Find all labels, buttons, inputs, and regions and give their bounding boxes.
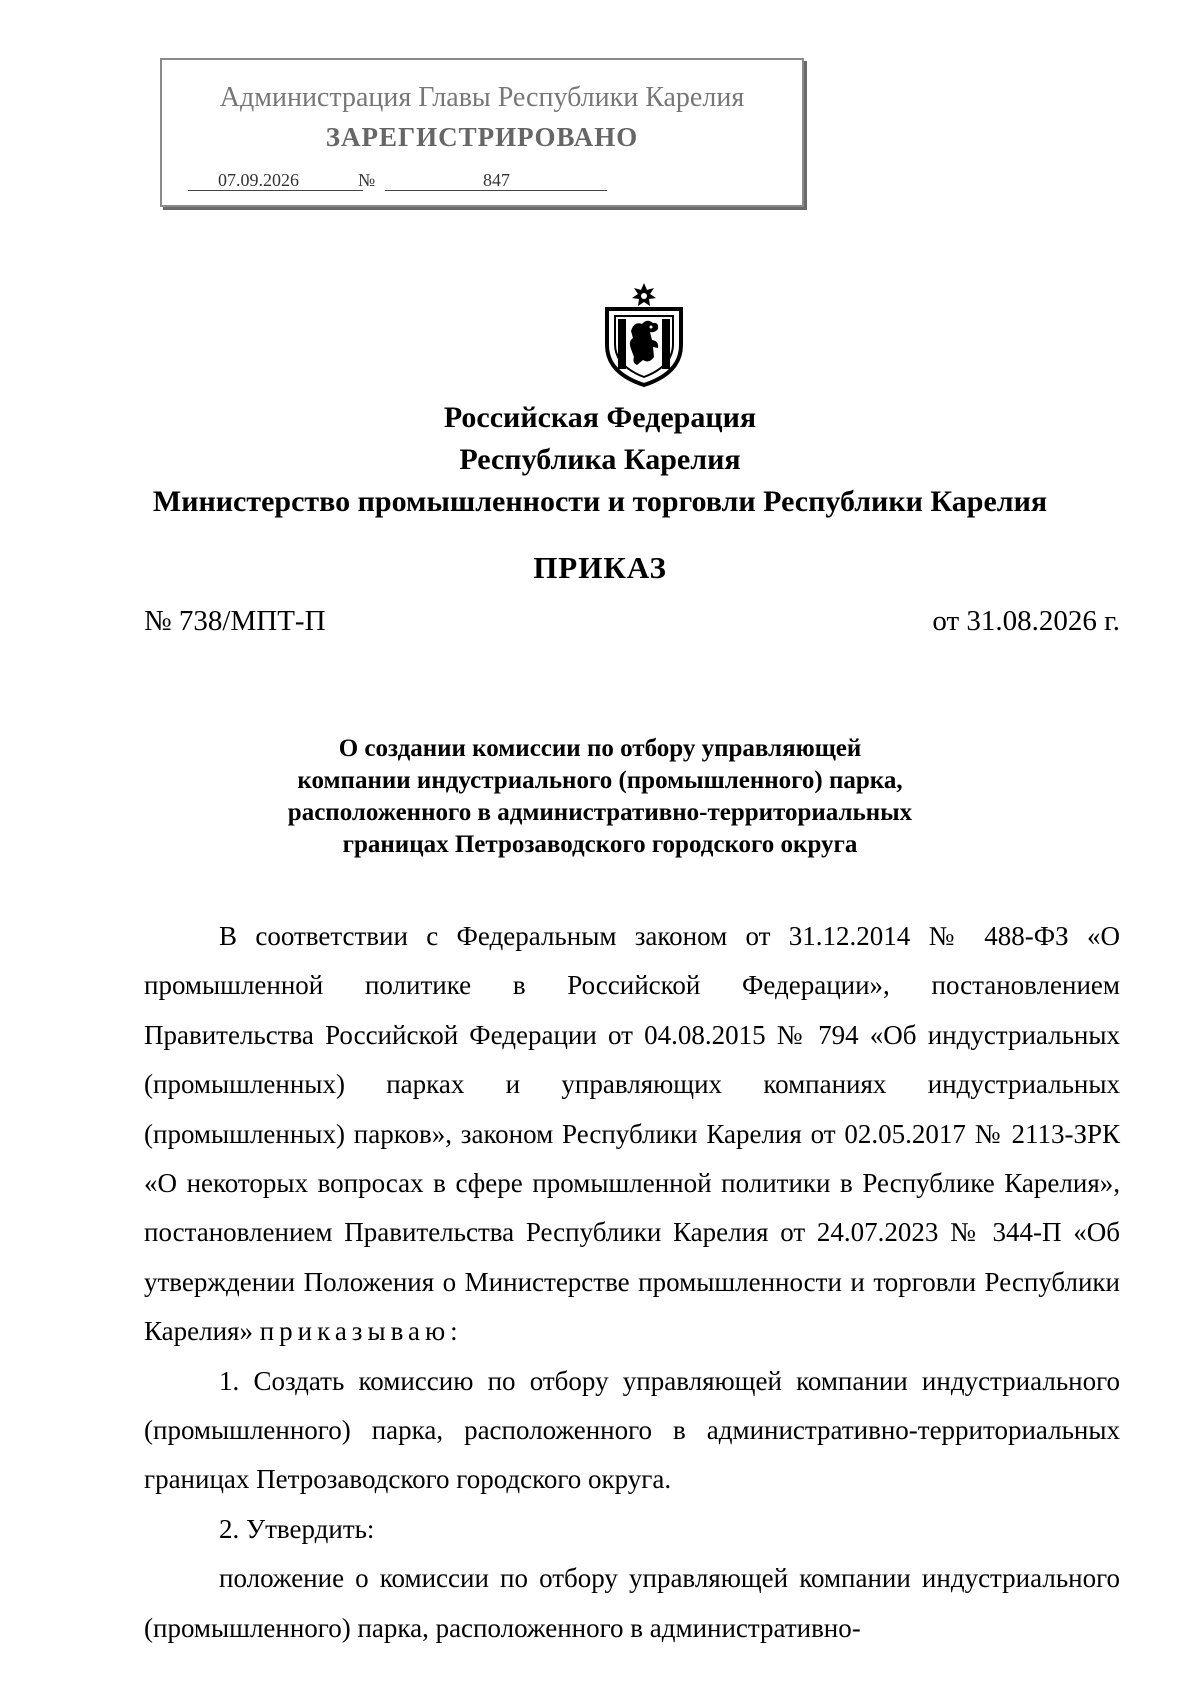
republic-heading: Республика Карелия (459, 443, 741, 476)
order-title: ПРИКАЗ (533, 550, 667, 585)
order-date: от 31.08.2026 г. (932, 605, 1120, 637)
subject-line: расположенного в административно-территориальных (287, 799, 913, 826)
coat-of-arms-emblem (601, 283, 687, 387)
stamp-organization: Администрация Главы Республики Карелия (219, 82, 745, 113)
order-subject (0, 733, 1200, 861)
ministry-heading: Министерство промышленности и торговли Республики Карелия (152, 485, 1048, 518)
order-body (144, 912, 1120, 1653)
preamble-text: В соответствии с Федеральным законом от 31.12.2014 № 488-ФЗ «О промышленной политике в Российской Федерации», постановлением Правительства Российской Федерации от 04.08.2015 № 794 «Об индустриальных (промышленных) парках и управляющих компаниях индустриальных (промышленных) парков», законом Республики Карелия от 02.05.2017 № 2113-ЗРК «О некоторых вопросах в сфере промышленной политики в Республике Карелия», постановлением Правительства Республики Карелия от 24.07.2023 № 344-П «Об утверждении Положения о Министерстве промышленности и торговли Республики Карелия» (144, 921, 1120, 1347)
subject-line: границах Петрозаводского городского округа (342, 831, 858, 858)
item-2: 2. Утвердить: (219, 1513, 375, 1544)
country-heading: Российская Федерация (443, 401, 757, 434)
stamp-number: 847 (483, 170, 510, 190)
decree-word: приказываю: (259, 1316, 463, 1347)
stamp-date: 07.09.2026 (218, 170, 299, 190)
item-1: 1. Создать комиссию по отбору управляющей компании индустриального (промышленного) парка, расположенного в административно-территориальных границах Петрозаводского городского округа. (144, 1365, 1120, 1495)
stamp-status: ЗАРЕГИСТРИРОВАНО (325, 122, 639, 152)
order-number: № 738/МПТ-П (144, 605, 326, 637)
subject-line: компании индустриального (промышленного) парка, (297, 767, 903, 794)
item-2-text: положение о комиссии по отбору управляющей компании индустриального (промышленного) парка, расположенного в административно- (144, 1563, 1120, 1643)
subject-line: О создании комиссии по отбору управляющей (338, 735, 862, 762)
preamble-paragraph (144, 912, 1120, 1357)
stamp-number-label: № (358, 170, 376, 190)
